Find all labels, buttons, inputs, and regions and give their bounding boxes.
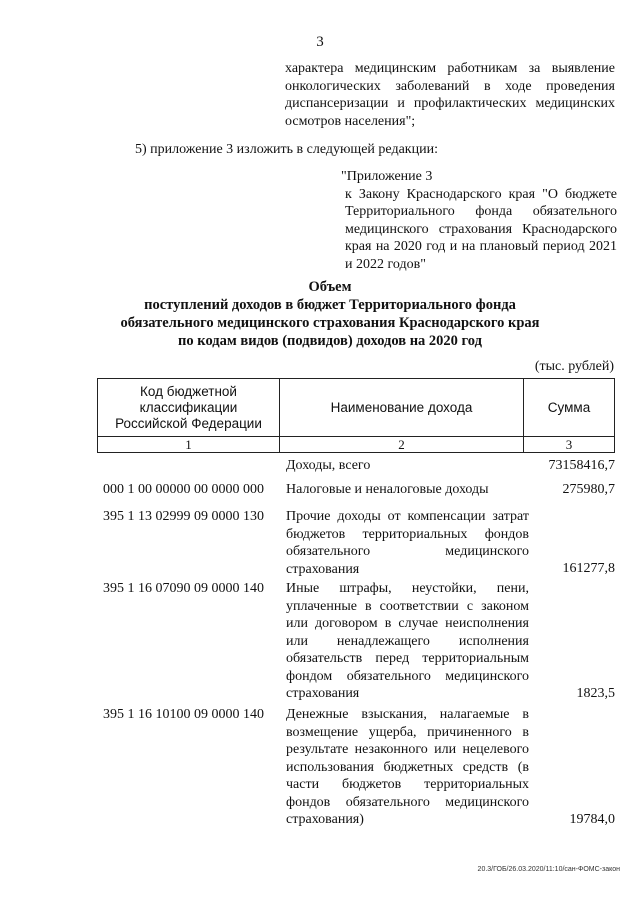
row-sum: 161277,8 [562, 561, 615, 576]
title-line-3: обязательного медицинского страхования Краснодарского края [120, 315, 540, 331]
row-name: Доходы, всего [286, 458, 371, 473]
item-5-text: 5) приложение 3 изложить в следующей редакции: [135, 142, 438, 157]
row-name: Прочие доходы от компенсации затрат бюджетов территориальных фондов обязательного медицинского страхования [286, 509, 529, 577]
row-sum: 275980,7 [562, 482, 615, 497]
table-header [97, 378, 615, 453]
row-code: 395 1 16 07090 09 0000 140 [103, 581, 264, 596]
column-number-3: 3 [524, 437, 615, 453]
header-code: Код бюджетной классификации Российской Федерации [98, 379, 280, 437]
row-sum: 1823,5 [576, 686, 615, 701]
column-number-2: 2 [280, 437, 524, 453]
row-code: 395 1 16 10100 09 0000 140 [103, 707, 264, 722]
continuation-paragraph: характера медицинским работникам за выявление онкологических заболеваний в ходе проведения диспансеризации и профилактических медицинских осмотров населения"; [285, 61, 615, 129]
title-line-4: по кодам видов (подвидов) доходов на 2020 год [178, 333, 482, 349]
row-name: Налоговые и неналоговые доходы [286, 482, 489, 497]
appendix-line-1: "Приложение 3 [341, 169, 433, 184]
row-code: 395 1 13 02999 09 0000 130 [103, 509, 264, 524]
appendix-reference [341, 168, 617, 273]
row-name: Иные штрафы, неустойки, пени, уплаченные в соответствии с законом или договором в случае неисполнения или ненадлежащего исполнения обязательств перед территориальным фондом обязательного медицинского страхования [286, 581, 529, 701]
appendix-body: к Закону Краснодарского края "О бюджете Территориального фонда обязательного медицинского страхования Краснодарского края на 2020 год и на плановый период 2021 и 2022 годов" [345, 186, 617, 272]
column-number-1: 1 [98, 437, 280, 453]
page-number: 3 [316, 34, 324, 50]
header-sum: Сумма [524, 379, 615, 437]
row-sum: 19784,0 [569, 812, 615, 827]
table-title [100, 278, 560, 350]
footer-stamp: 20.3/ГОБ/26.03.2020/11:10/сан-ФОМС-закон [477, 866, 620, 873]
units-label: (тыс. рублей) [534, 359, 614, 374]
title-line-1: Объем [308, 279, 352, 295]
row-code: 000 1 00 00000 00 0000 000 [103, 482, 264, 497]
header-name: Наименование дохода [280, 379, 524, 437]
row-sum: 73158416,7 [548, 458, 615, 473]
title-line-2: поступлений доходов в бюджет Территориального фонда [144, 297, 516, 313]
row-name: Денежные взыскания, налагаемые в возмещение ущерба, причиненного в результате незаконного или нецелевого использования бюджетных средств (в части бюджетов территориальных фондов обязательного медицинского страхования) [286, 707, 529, 827]
